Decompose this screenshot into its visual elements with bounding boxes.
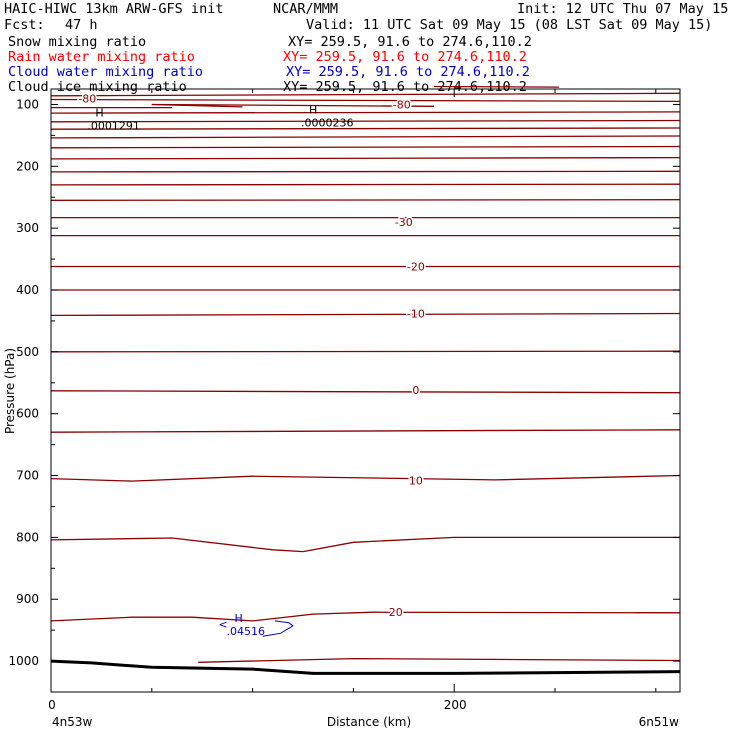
y-tick-label: 900 xyxy=(16,592,39,607)
temperature-contour-line xyxy=(51,147,680,148)
y-tick-label: 500 xyxy=(16,344,39,359)
temperature-contour-line xyxy=(51,158,680,159)
forecast-hour: 47 h xyxy=(65,17,98,33)
field-name-cloud-water: Cloud water mixing ratio xyxy=(8,64,204,80)
cloud-water-contour-tick: < xyxy=(218,617,228,631)
temperature-contour-line xyxy=(51,136,680,138)
contour-label: -80 xyxy=(392,98,411,112)
valid-time: Valid: 11 UTC Sat 09 May 15 (08 LST Sat 09 May 15) xyxy=(306,17,713,33)
maximum-symbol: H xyxy=(95,106,104,120)
temperature-contour-segment xyxy=(434,87,559,88)
temperature-contour-line xyxy=(51,314,680,316)
forecast-label: Fcst: xyxy=(4,17,45,33)
temperature-contour-line xyxy=(51,128,680,129)
maximum-value: .0000236 xyxy=(301,116,354,130)
temperature-contour-line xyxy=(51,100,680,102)
organization-label: NCAR/MMM xyxy=(273,1,339,17)
maximum-symbol: H xyxy=(234,611,243,625)
model-title: HAIC-HIWC 13km ARW-GFS init xyxy=(4,1,224,17)
temperature-contour-line xyxy=(51,93,680,96)
field-name-snow: Snow mixing ratio xyxy=(8,34,147,50)
y-tick-label: 700 xyxy=(16,468,39,483)
contour-label: 20 xyxy=(388,606,403,620)
terrain-line xyxy=(51,661,680,673)
x-end-label-right: 6n51w xyxy=(638,715,679,729)
temperature-contour-line xyxy=(51,537,680,551)
y-tick-label: 300 xyxy=(16,221,39,236)
contour-label: -10 xyxy=(406,307,425,321)
temperature-contour-line xyxy=(51,351,680,352)
contour-label: -80 xyxy=(78,92,97,106)
maximum-value: .0001291 xyxy=(87,119,140,133)
field-name-rain: Rain water mixing ratio xyxy=(8,49,195,65)
contour-label: -30 xyxy=(394,215,413,229)
temperature-contour-line xyxy=(51,430,680,432)
field-coords-snow: XY= 259.5, 91.6 to 274.6,110.2 xyxy=(288,34,532,50)
x-end-label-left: 4n53w xyxy=(52,715,93,729)
temperature-contour-line xyxy=(51,121,680,122)
y-tick-label: 1000 xyxy=(8,654,39,669)
contour-label: 0 xyxy=(412,384,420,398)
x-axis-title: Distance (km) xyxy=(326,715,412,729)
y-axis-title: Pressure (hPa) xyxy=(3,347,17,435)
maximum-symbol: H xyxy=(309,103,318,117)
y-tick-label: 400 xyxy=(16,283,39,297)
temperature-contour-line xyxy=(51,612,680,621)
temperature-contour-line xyxy=(51,171,680,172)
temperature-contour-line xyxy=(51,112,680,113)
y-tick-label: 200 xyxy=(16,159,39,174)
contour-label: 10 xyxy=(408,474,423,488)
field-name-cloud-ice: Cloud ice mixing ratio xyxy=(8,79,187,95)
y-tick-label: 600 xyxy=(16,406,39,421)
maximum-value: .04516 xyxy=(226,624,265,638)
temperature-contour-line xyxy=(51,200,680,201)
x-tick-label: 200 xyxy=(443,698,467,712)
y-tick-label: 100 xyxy=(16,97,39,112)
y-tick-label: 800 xyxy=(16,530,39,545)
temperature-contour-line xyxy=(198,659,680,663)
field-coords-rain: XY= 259.5, 91.6 to 274.6,110.2 xyxy=(283,49,527,65)
temperature-contour-line xyxy=(51,476,680,482)
init-time: Init: 12 UTC Thu 07 May 15 xyxy=(517,1,729,17)
cloud-water-contour xyxy=(263,621,293,636)
field-coords-cloud-water: XY= 259.5, 91.6 to 274.6,110.2 xyxy=(286,64,530,80)
temperature-contour-line xyxy=(51,391,680,393)
contour-label: -20 xyxy=(406,260,425,274)
field-coords-cloud-ice: XY= 259.5, 91.6 to 274.6,110.2 xyxy=(283,79,527,95)
x-tick-label: 0 xyxy=(48,698,56,712)
temperature-contour-line xyxy=(51,184,680,185)
